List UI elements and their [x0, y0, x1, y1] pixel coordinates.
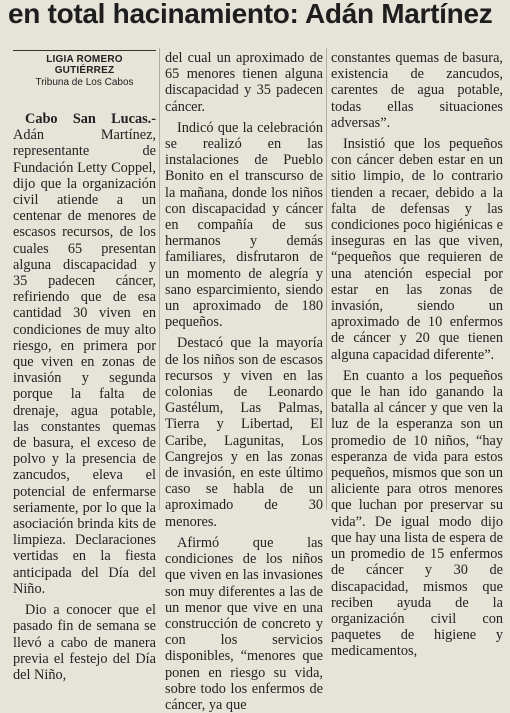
article-paragraph: Indicó que la celebración se realizó en las instalaciones de Pueblo Bonito en el transcurso de la mañana, donde los niños con discapacidad y cáncer en compañía de sus hermanos y demás familiares, disfrutaron de un momento de alegría y sano esparcimiento, siendo un aproximado de 180 pequeños.	[165, 119, 323, 331]
article-column-1	[13, 50, 156, 683]
article-paragraph: En cuanto a los pequeños que le han ido ganando la batalla al cáncer y que ven la luz de la esperanza son un promedio de 10 niños, “hay esperanza de vida para estos pequeños, mismos que son un aliciente para otros menores que luchan por preservar su vida”. De igual modo dijo que hay una lista de espera de un promedio de 15 enfermos de cáncer y 30 de discapacidad, mismos que reciben ayuda de la organización civil con paquetes de higiene y medicamentos,	[331, 367, 503, 660]
byline-organization: Tribuna de Los Cabos	[35, 77, 134, 88]
byline-author-line1: LIGIA ROMERO	[46, 54, 123, 65]
headline: en total hacinamiento: Adán Martínez	[8, 0, 493, 29]
article-paragraph: Dio a conocer que el pasado fin de semana se llevó a cabo de manera previa el festejo del Día del Niño,	[13, 602, 156, 683]
article-paragraph: Destacó que la mayoría de los niños son de escasos recursos y viven en las colonias de Leonardo Gastélum, Las Palmas, Tierra y Libertad, El Caribe, Lagunitas, Los Cangrejos y en las zonas de invasión, en este último caso se habla de un aproximado de 30 menores.	[165, 335, 323, 530]
paragraph-text: Adán Martínez, representante de Fundación Letty Coppel, dijo que la organización civil atiende a un centenar de menores de escasos recursos, de los cuales 65 presentan alguna discapacidad y 35 padecen cáncer, refiriendo que de esa cantidad 30 viven en condiciones de muy alto riesgo, en primera por que viven en zonas de invasión y segunda porque la falta de drenaje, agua potable, las constantes quemas de basura, el exceso de polvo y la presencia de zancudos, eleva el potencial de enfermarse seriamente, por lo que la asociación brinda kits de limpieza. Declaraciones vertidas en la fiesta anticipada del Día del Niño.	[13, 127, 156, 597]
article-column-2	[165, 50, 323, 713]
article-paragraph: Insistió que los pequeños con cáncer deben estar en un sitio limpio, de lo contrario tienden a recaer, debido a la falta de defensas y las condiciones poco higiénicas e inseguras en las que viven, “pequeños que requieren de una atención especial por estar en las zonas de invasión, siendo un aproximado de 10 enfermos de cáncer y 20 que tienen alguna capacidad diferente”.	[331, 136, 503, 363]
byline	[13, 50, 156, 89]
article-paragraph: Afirmó que las condiciones de los niños que viven en las invasiones son muy diferentes a las de un menor que vive en una construcción de concreto y con los servicios disponibles, “menores que ponen en riesgo su vida, sobre todo los enfermos de cáncer, ya que	[165, 534, 323, 713]
column-divider	[326, 48, 327, 510]
article-paragraph: del cual un aproximado de 65 menores tienen alguna discapacidad y 35 padecen cáncer.	[165, 50, 323, 115]
dateline: Cabo San Lucas.-	[25, 111, 156, 127]
byline-author-line2: GUTIÉRREZ	[54, 65, 115, 76]
column-divider	[159, 48, 160, 510]
article-paragraph: constantes quemas de basura, existencia de zancudos, carentes de agua potable, todas ellas situaciones adversas”.	[331, 50, 503, 131]
article-column-3	[331, 50, 503, 660]
article-paragraph	[13, 111, 156, 597]
